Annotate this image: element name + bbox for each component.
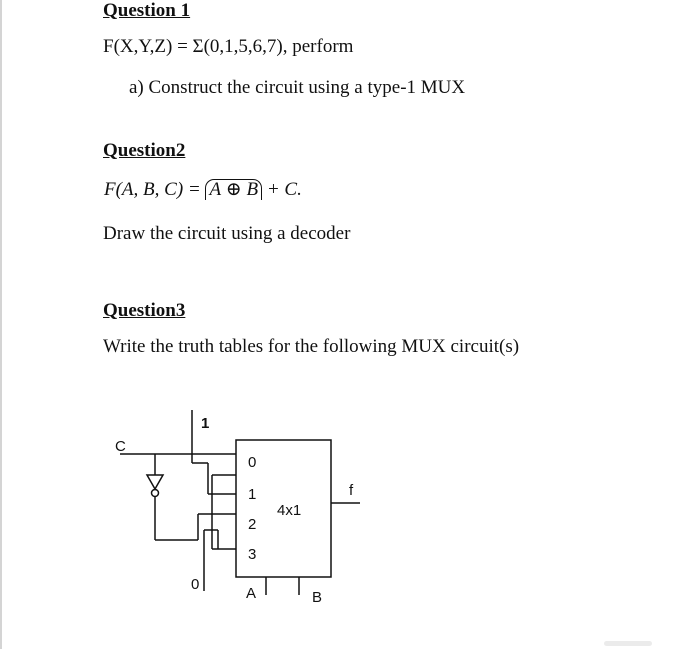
expression-b: B [246,179,259,200]
expression-lhs: F(A, B, C) = [104,179,206,200]
output-f-label: f [349,482,354,499]
corner-shadow [604,641,652,646]
question-2-expression [104,179,302,201]
select-b-label: B [312,589,323,606]
question-3-title: Question3 [103,300,186,321]
expression-a: A [209,179,222,200]
input-c-label: C [115,438,126,455]
select-a-label: A [246,585,257,602]
not-gate-bubble [152,490,159,497]
not-gate [147,475,163,489]
question-1-function: F(X,Y,Z) = Σ(0,1,5,6,7), perform [103,36,354,57]
mux-input-0-label: 0 [248,454,257,471]
question-1-part-a: a) Construct the circuit using a type-1 MUX [129,77,466,98]
mux-input-3-label: 3 [248,546,257,563]
mux-input-2-label: 2 [248,516,257,533]
page-left-border [0,0,2,649]
question-1-title: Question 1 [103,0,191,21]
mux-circuit-diagram [100,405,380,610]
question-2-title: Question2 [103,140,186,161]
question-2-instruction: Draw the circuit using a decoder [103,223,351,244]
mux-size-label: 4x1 [277,502,302,519]
const-one-label: 1 [201,415,210,432]
xor-overline-group [205,179,262,200]
question-3-instruction: Write the truth tables for the following MUX circuit(s) [103,336,520,357]
mux-input-1-label: 1 [248,486,257,503]
expression-rhs: + C. [262,179,302,200]
const-zero-label: 0 [191,576,200,593]
xor-symbol: ⊕ [221,179,247,200]
